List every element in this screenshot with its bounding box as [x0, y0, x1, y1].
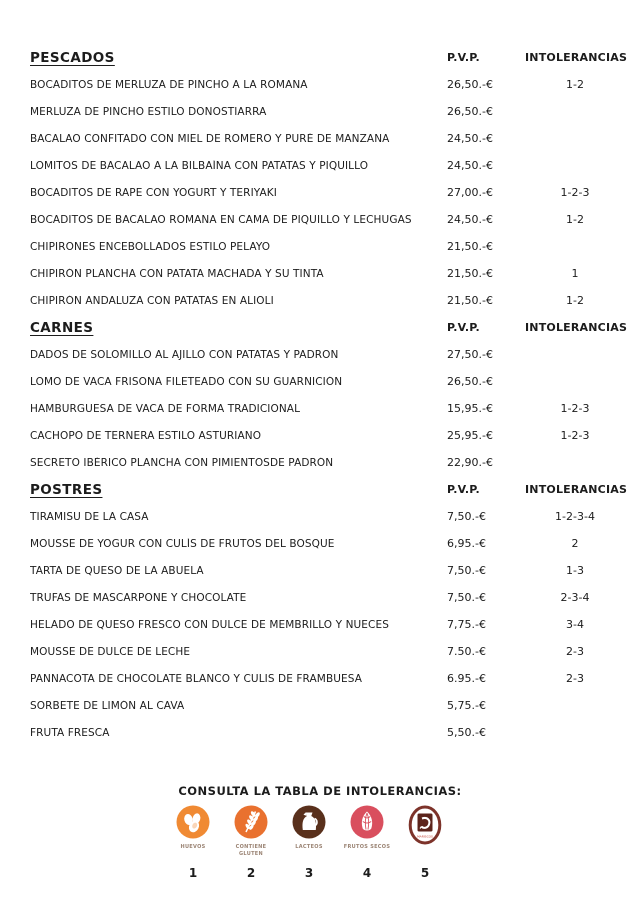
legend-number: 4 — [362, 866, 372, 880]
menu-item-price: 21,50.-€ — [447, 240, 493, 253]
nut-icon — [350, 805, 384, 839]
menu-item-row — [0, 422, 640, 449]
legend-label: HUEVOS — [180, 844, 206, 850]
menu-item-name: TIRAMISU DE LA CASA — [30, 510, 149, 523]
menu-item-name: TRUFAS DE MASCARPONE Y CHOCOLATE — [30, 591, 247, 604]
menu-item-name: LOMITOS DE BACALAO A LA BILBAÍNA CON PATATAS Y PIQUILLO — [30, 159, 369, 172]
menu-item-price: 24,50.-€ — [447, 132, 493, 145]
menu-item-row — [0, 395, 640, 422]
menu-item-row — [0, 71, 640, 98]
menu-item-intolerances: 2-3-4 — [560, 591, 590, 604]
menu-item-price: 21,50.-€ — [447, 267, 493, 280]
menu-item-price: 21,50.-€ — [447, 294, 493, 307]
legend-icon-holder — [292, 805, 326, 843]
menu-item-name: CACHOPO DE TERNERA ESTILO ASTURIANO — [30, 429, 262, 442]
footer-title: CONSULTA LA TABLA DE INTOLERANCIAS: — [178, 784, 462, 798]
menu-item-name: MERLUZA DE PINCHO ESTILO DONOSTIARRA — [30, 105, 267, 118]
menu-item-name: LOMO DE VACA FRISONA FILETEADO CON SU GUARNICIÓN — [30, 375, 343, 388]
menu-item-intolerances: 1-2 — [566, 78, 584, 91]
menu-item-row — [0, 692, 640, 719]
menu-item-intolerances: 1-2-3-4 — [555, 510, 595, 523]
menu-item-name: SORBETE DE LIMÓN AL CAVA — [30, 699, 185, 712]
menu-item-name: SECRETO IBÉRICO PLANCHA CON PIMIENTOSDE PADRÓN — [30, 456, 334, 469]
wheat-icon — [234, 805, 268, 839]
menu-item-price: 27,50.-€ — [447, 348, 493, 361]
menu-item-name: FRUTA FRESCA — [30, 726, 110, 739]
menu-item-row — [0, 638, 640, 665]
legend-label: FRUTOS SECOS — [343, 844, 391, 850]
menu-item-row — [0, 449, 640, 476]
price-column-header: P.V.P. — [447, 321, 480, 334]
legend-item — [168, 805, 218, 880]
legend-item — [226, 805, 276, 880]
menu-item-row — [0, 611, 640, 638]
legend-icon-holder — [350, 805, 384, 843]
legend-number: 3 — [304, 866, 314, 880]
menu-item-name: TARTA DE QUESO DE LA ABUELA — [30, 564, 204, 577]
menu-item-name: DADOS DE SOLOMILLO AL AJILLO CON PATATAS Y PADRON — [30, 348, 339, 361]
menu-item-row — [0, 719, 640, 746]
menu-item-row — [0, 152, 640, 179]
menu-item-price: 15,95.-€ — [447, 402, 493, 415]
legend-icon-holder — [408, 805, 442, 843]
menu-item-price: 27,00.-€ — [447, 186, 493, 199]
shrimp-icon — [408, 805, 442, 845]
menu-item-row — [0, 665, 640, 692]
legend-icon-holder — [176, 805, 210, 843]
menu-item-intolerances: 2-3 — [566, 645, 584, 658]
menu-item-intolerances: 2-3 — [566, 672, 584, 685]
legend-number: 2 — [246, 866, 256, 880]
menu-item-price: 22,90.-€ — [447, 456, 493, 469]
menu-item-price: 7,50.-€ — [447, 510, 486, 523]
section-header-row — [0, 476, 640, 503]
menu-item-price: 24,50.-€ — [447, 213, 493, 226]
menu-item-price: 7.50.-€ — [447, 645, 486, 658]
menu-item-row — [0, 287, 640, 314]
legend-item — [342, 805, 392, 880]
legend-item — [284, 805, 334, 880]
menu-item-row — [0, 557, 640, 584]
menu-item-name: CHIPIRÓN ANDALUZA CON PATATAS EN ALIOLI — [30, 294, 274, 307]
menu-item-intolerances: 1 — [571, 267, 579, 280]
menu-section — [0, 314, 640, 476]
menu-item-row — [0, 584, 640, 611]
menu-item-name: CHIPIRÓN PLANCHA CON PATATA MACHADA Y SU TINTA — [30, 267, 324, 280]
menu-item-price: 26,50.-€ — [447, 375, 493, 388]
menu-item-price: 7,50.-€ — [447, 591, 486, 604]
legend-item — [400, 805, 450, 880]
legend-number: 1 — [188, 866, 198, 880]
intolerances-column-header: INTOLERANCIAS — [525, 483, 628, 496]
menu-item-row — [0, 368, 640, 395]
milk-jug-icon — [292, 805, 326, 839]
menu-item-name: BACALAO CONFITADO CON MIEL DE ROMERO Y PURÉ DE MANZANA — [30, 132, 390, 145]
intolerances-column-header: INTOLERANCIAS — [525, 321, 628, 334]
menu-item-price: 26,50.-€ — [447, 105, 493, 118]
menu-item-row — [0, 341, 640, 368]
menu-section — [0, 44, 640, 314]
menu-section — [0, 476, 640, 746]
intolerances-column-header: INTOLERANCIAS — [525, 51, 628, 64]
menu-item-row — [0, 530, 640, 557]
menu-item-row — [0, 98, 640, 125]
menu-item-intolerances: 1-3 — [566, 564, 584, 577]
menu-item-name: PANNACOTA DE CHOCOLATE BLANCO Y CULIS DE FRAMBUESA — [30, 672, 363, 685]
menu-item-price: 5,50.-€ — [447, 726, 486, 739]
menu-item-name: CHIPIRONES ENCEBOLLADOS ESTILO PELAYO — [30, 240, 271, 253]
legend-number: 5 — [420, 866, 430, 880]
menu-item-price: 7,50.-€ — [447, 564, 486, 577]
menu-item-price: 5,75.-€ — [447, 699, 486, 712]
price-column-header: P.V.P. — [447, 51, 480, 64]
menu-item-row — [0, 503, 640, 530]
menu-item-row — [0, 125, 640, 152]
menu-item-intolerances: 2 — [571, 537, 579, 550]
menu-item-name: BOCADITOS DE MERLUZA DE PINCHO A LA ROMANA — [30, 78, 308, 91]
menu-item-row — [0, 260, 640, 287]
menu-item-name: HAMBURGUESA DE VACA DE FORMA TRADICIONAL — [30, 402, 301, 415]
menu-item-intolerances: 1-2 — [566, 294, 584, 307]
menu-item-name: BOCADITOS DE RAPE CON YOGURT Y TERIYAKI — [30, 186, 277, 199]
menu-item-intolerances: 1-2-3 — [560, 429, 590, 442]
menu-item-row — [0, 206, 640, 233]
svg-text:MARISCOS: MARISCOS — [417, 834, 433, 839]
menu-item-name: HELADO DE QUESO FRESCO CON DULCE DE MEMBRILLO Y NUECES — [30, 618, 389, 631]
menu-item-row — [0, 179, 640, 206]
menu-item-price: 25,95.-€ — [447, 429, 493, 442]
menu-item-intolerances: 3-4 — [566, 618, 584, 631]
legend-icon-holder — [234, 805, 268, 843]
menu-item-price: 7,75.-€ — [447, 618, 486, 631]
menu-item-intolerances: 1-2-3 — [560, 186, 590, 199]
legend-label — [400, 844, 450, 858]
menu-item-row — [0, 233, 640, 260]
menu-item-price: 6.95.-€ — [447, 672, 486, 685]
section-header-row — [0, 314, 640, 341]
intolerances-footer — [0, 784, 640, 880]
legend-label: LACTEOS — [295, 844, 323, 850]
menu-item-intolerances: 1-2-3 — [560, 402, 590, 415]
legend-label: CONTIENE GLUTEN — [235, 844, 267, 857]
section-title: POSTRES — [30, 481, 103, 498]
menu-item-price: 24,50.-€ — [447, 159, 493, 172]
menu-item-intolerances: 1-2 — [566, 213, 584, 226]
menu-item-name: MOUSSE DE YOGUR CON CULÍS DE FRUTOS DEL BOSQUE — [30, 537, 335, 550]
menu-item-name: MOUSSE DE DULCE DE LECHE — [30, 645, 191, 658]
price-column-header: P.V.P. — [447, 483, 480, 496]
menu-item-name: BOCADITOS DE BACALAO ROMANA EN CAMA DE PIQUILLO Y LECHUGAS — [30, 213, 412, 226]
allergen-legend — [0, 805, 640, 880]
menu-item-price: 26,50.-€ — [447, 78, 493, 91]
section-header-row — [0, 44, 640, 71]
section-title: CARNES — [30, 319, 94, 336]
section-title: PESCADOS — [30, 49, 115, 66]
menu-item-price: 6,95.-€ — [447, 537, 486, 550]
eggs-icon — [176, 805, 210, 839]
